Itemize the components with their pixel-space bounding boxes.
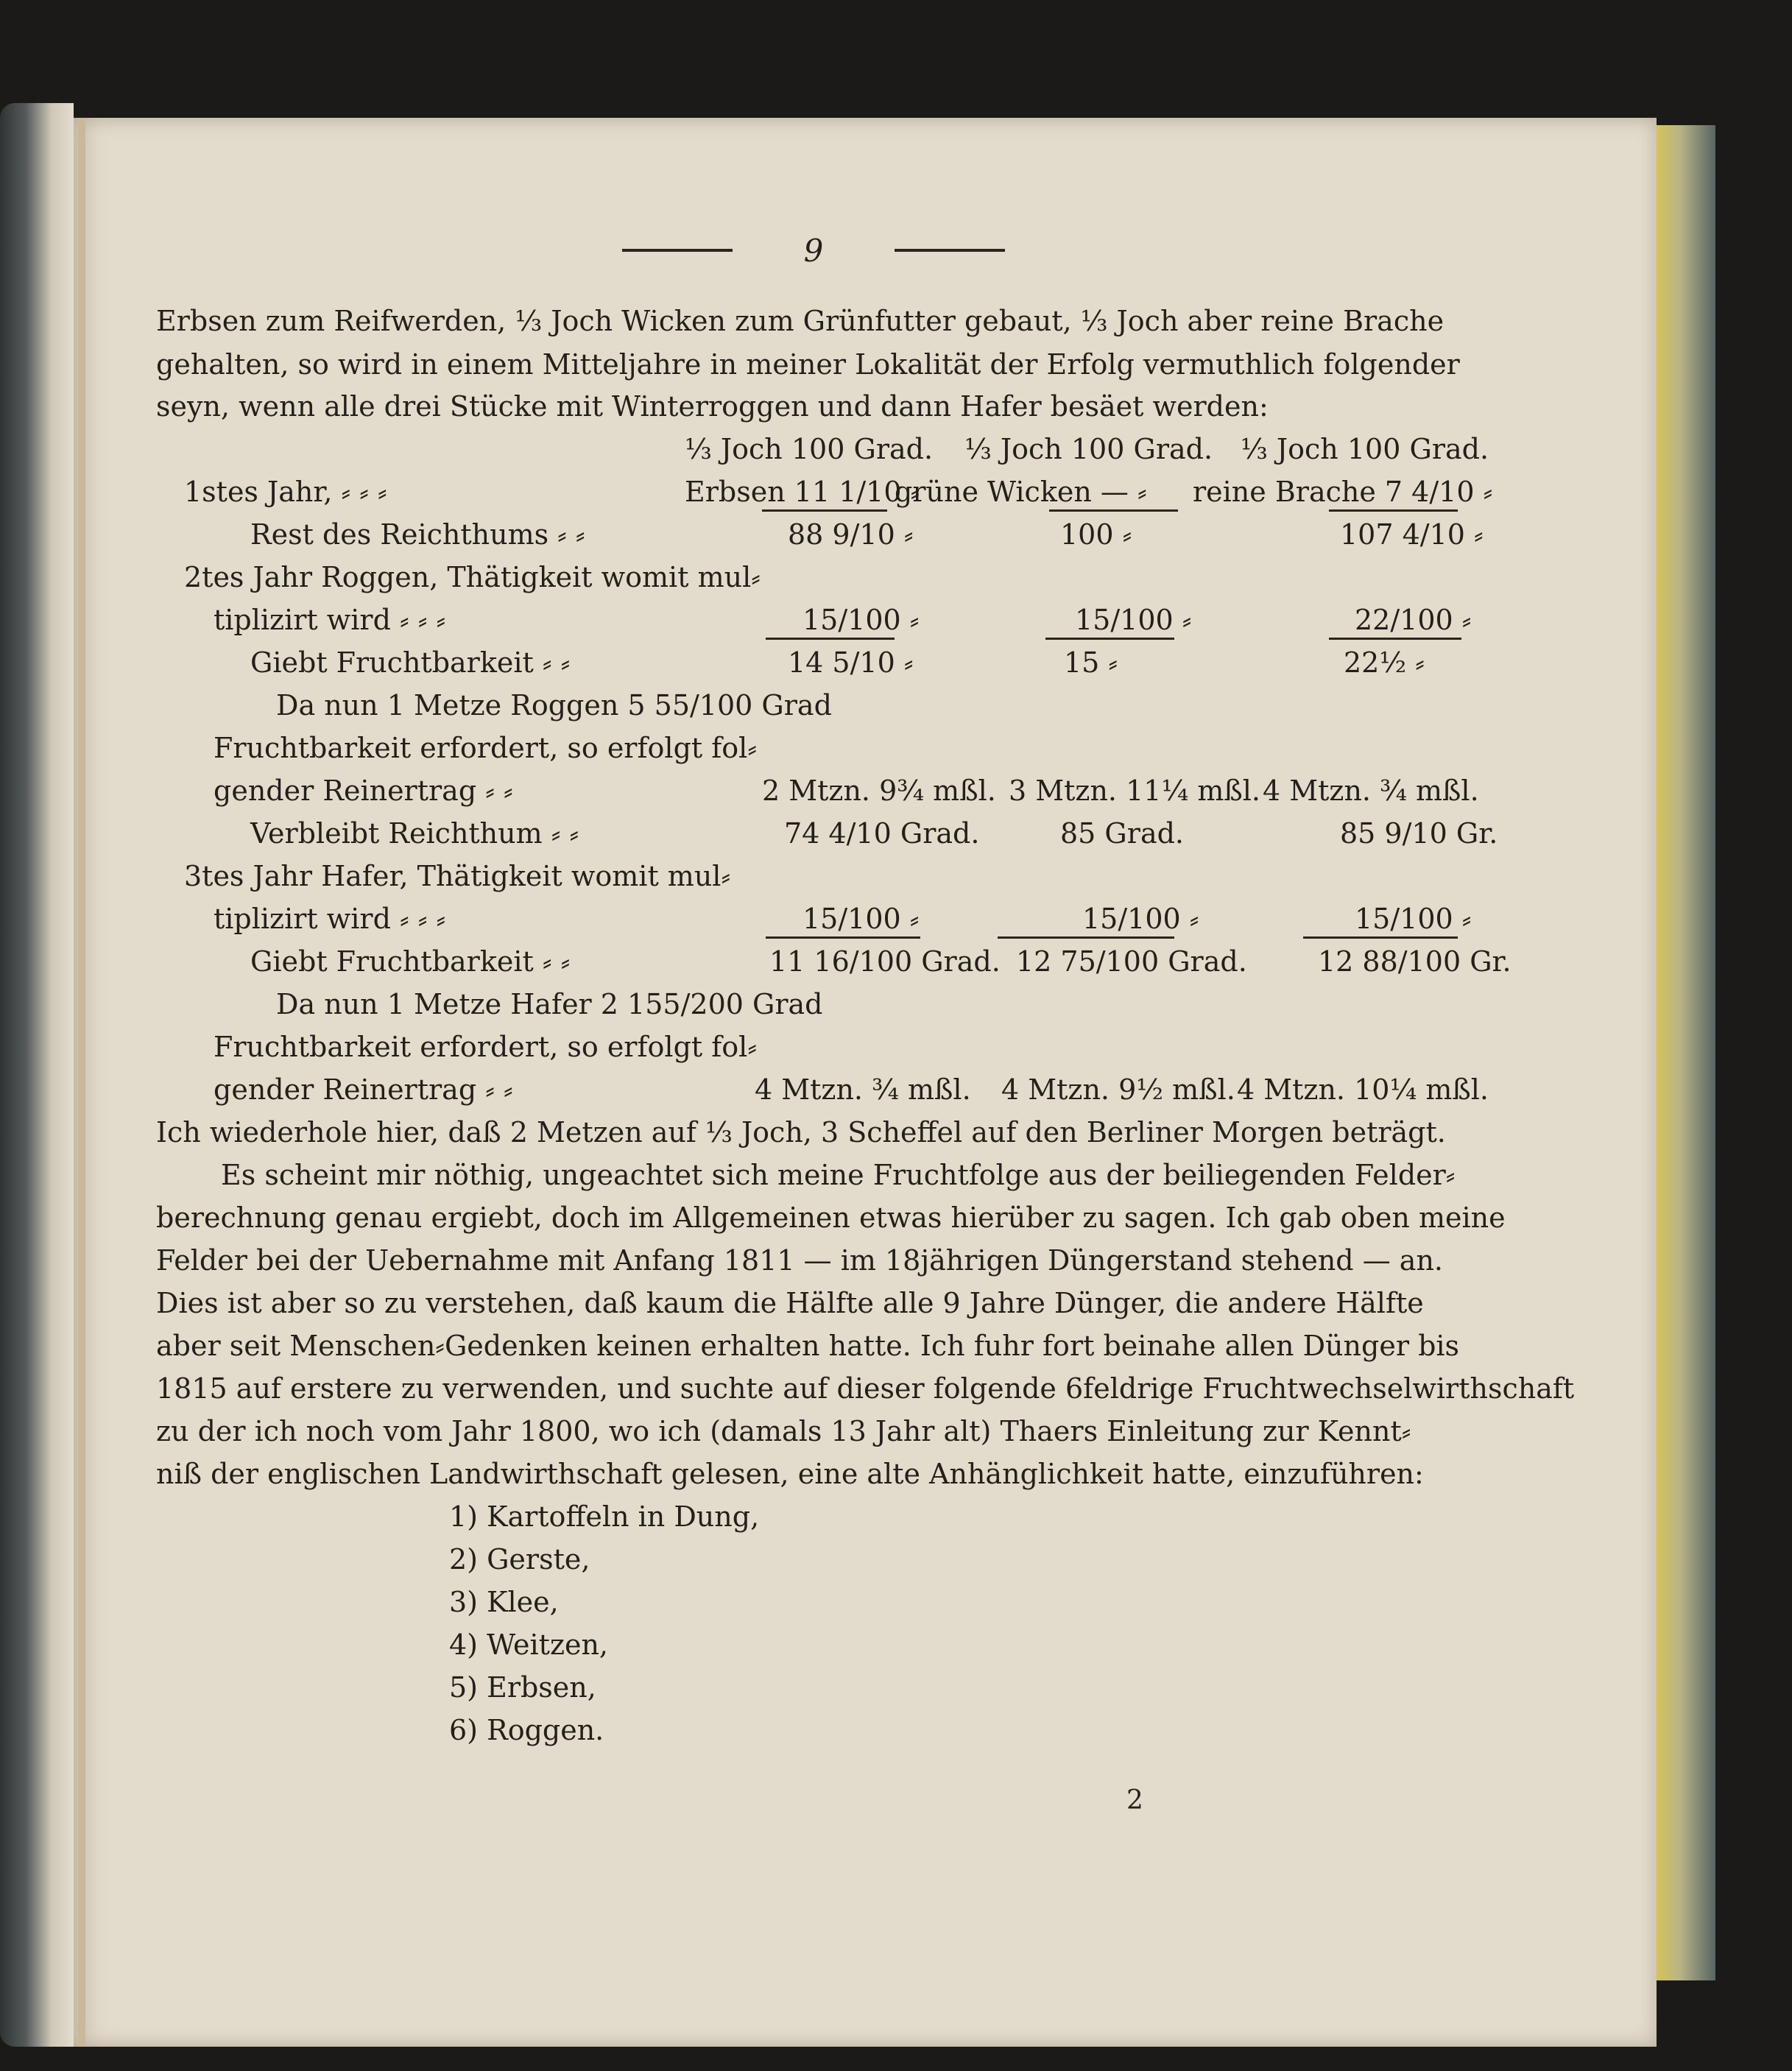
row-net2-col3: 4 Mtzn. ¾ mßl. — [1263, 775, 1479, 807]
row-rest-col3: 107 4/10 ⸗ — [1340, 518, 1484, 551]
row-rest-col1: 88 9/10 ⸗ — [788, 518, 914, 551]
body-line-6: aber seit Menschen⸗Gedenken keinen erhalten hatte. Ich fuhr fort beinahe allen Dünger bis — [156, 1330, 1460, 1362]
body-line-8: zu der ich noch vom Jahr 1800, wo ich (damals 13 Jahr alt) Thaers Einleitung zur Kennt⸗ — [156, 1415, 1411, 1447]
row-net3-col1: 4 Mtzn. ¾ mßl. — [755, 1073, 971, 1106]
body-line-4: Felder bei der Uebernahme mit Anfang 1811 — im 18jährigen Düngerstand stehend — an. — [156, 1244, 1443, 1277]
row-year2-label-1: 2tes Jahr Roggen, Thätigkeit womit mul⸗ — [184, 561, 761, 593]
intro-line-2: gehalten, so wird in einem Mitteljahre in meiner Lokalität der Erfolg vermuthlich folgender — [156, 348, 1460, 381]
row-fert2-col3: 22½ ⸗ — [1344, 646, 1425, 679]
row-year3-label-2: tiplizirt wird ⸗ ⸗ ⸗ — [214, 903, 446, 935]
row-note3-b: Fruchtbarkeit erfordert, so erfolgt fol⸗ — [214, 1031, 757, 1063]
row-rest-col2: 100 ⸗ — [1060, 518, 1132, 551]
row-remain-col1: 74 4/10 Grad. — [784, 817, 980, 850]
row-remain-col2: 85 Grad. — [1060, 817, 1185, 850]
sum-rule — [762, 509, 887, 512]
row-note2-a: Da nun 1 Metze Roggen 5 55/100 Grad — [276, 689, 832, 722]
sum-rule — [766, 936, 920, 939]
body-line-9: niß der englischen Landwirthschaft gelesen, eine alte Anhänglichkeit hatte, einzuführen: — [156, 1458, 1424, 1490]
sum-rule — [766, 638, 895, 640]
rotation-item-3: 3) Klee, — [449, 1586, 559, 1618]
row-year1-col2: grüne Wicken — ⸗ — [895, 476, 1147, 508]
row-rest-label: Rest des Reichthums ⸗ ⸗ — [250, 518, 585, 551]
left-page-edge — [0, 103, 74, 2047]
row-net2-col2: 3 Mtzn. 11¼ mßl. — [1009, 775, 1260, 807]
row-note3-a: Da nun 1 Metze Hafer 2 155/200 Grad — [276, 988, 823, 1020]
row-year3-col2: 15/100 ⸗ — [1082, 903, 1199, 935]
book-page — [74, 118, 1657, 2047]
rotation-item-1: 1) Kartoffeln in Dung, — [449, 1500, 760, 1533]
sum-rule — [1329, 638, 1461, 640]
rotation-item-6: 6) Roggen. — [449, 1714, 604, 1746]
row-year2-col3: 22/100 ⸗ — [1355, 604, 1472, 636]
row-net3-col3: 4 Mtzn. 10¼ mßl. — [1237, 1073, 1489, 1106]
rotation-item-4: 4) Weitzen, — [449, 1629, 609, 1661]
row-fert3-col2: 12 75/100 Grad. — [1016, 945, 1247, 978]
book-cover-edge — [1657, 125, 1715, 1980]
body-line-3: berechnung genau ergiebt, doch im Allgemeinen etwas hierüber zu sagen. Ich gab oben meine — [156, 1202, 1506, 1234]
sum-rule — [1329, 509, 1458, 512]
row-remain-col3: 85 9/10 Gr. — [1340, 817, 1498, 850]
column-head-3: ⅓ Joch 100 Grad. — [1241, 433, 1489, 465]
row-year2-label-2: tiplizirt wird ⸗ ⸗ ⸗ — [214, 604, 446, 636]
row-net3-label: gender Reinertrag ⸗ ⸗ — [214, 1073, 513, 1106]
body-line-2: Es scheint mir nöthig, ungeachtet sich meine Fruchtfolge aus der beiliegenden Felder⸗ — [221, 1159, 1456, 1191]
body-line-5: Dies ist aber so zu verstehen, daß kaum die Hälfte alle 9 Jahre Dünger, die andere Hälfte — [156, 1287, 1424, 1319]
row-fert3-label: Giebt Fruchtbarkeit ⸗ ⸗ — [250, 945, 571, 978]
row-fert3-col1: 11 16/100 Grad. — [769, 945, 1001, 978]
signature-mark: 2 — [1126, 1785, 1143, 1816]
sum-rule — [1049, 509, 1178, 512]
row-fert2-col1: 14 5/10 ⸗ — [788, 646, 914, 679]
row-fert2-label: Giebt Fruchtbarkeit ⸗ ⸗ — [250, 646, 571, 679]
intro-line-3: seyn, wenn alle drei Stücke mit Winterroggen und dann Hafer besäet werden: — [156, 390, 1269, 423]
rotation-item-2: 2) Gerste, — [449, 1543, 590, 1576]
row-note2-b: Fruchtbarkeit erfordert, so erfolgt fol⸗ — [214, 732, 757, 764]
body-line-7: 1815 auf erstere zu verwenden, und suchte auf dieser folgende 6feldrige Fruchtwechselwirthschaft — [156, 1372, 1575, 1405]
row-year2-col1: 15/100 ⸗ — [802, 604, 920, 636]
intro-line-1: Erbsen zum Reifwerden, ⅓ Joch Wicken zum Grünfutter gebaut, ⅓ Joch aber reine Brache — [156, 305, 1444, 337]
page-gutter — [78, 118, 85, 2047]
row-year1-col1: Erbsen 11 1/10 ⸗ — [685, 476, 920, 508]
sum-rule — [1045, 638, 1174, 640]
header-rule-right — [895, 249, 1005, 252]
row-year3-label-1: 3tes Jahr Hafer, Thätigkeit womit mul⸗ — [184, 860, 731, 892]
sum-rule — [998, 936, 1174, 939]
row-fert2-col2: 15 ⸗ — [1064, 646, 1118, 679]
sum-rule — [1303, 936, 1458, 939]
page-number: 9 — [803, 232, 824, 269]
rotation-item-5: 5) Erbsen, — [449, 1671, 596, 1704]
row-fert3-col3: 12 88/100 Gr. — [1318, 945, 1511, 978]
column-head-1: ⅓ Joch 100 Grad. — [685, 433, 934, 465]
row-year1-col3: reine Brache 7 4/10 ⸗ — [1193, 476, 1493, 508]
row-year3-col1: 15/100 ⸗ — [802, 903, 920, 935]
row-net2-col1: 2 Mtzn. 9¾ mßl. — [762, 775, 996, 807]
row-net3-col2: 4 Mtzn. 9½ mßl. — [1001, 1073, 1235, 1106]
row-net2-label: gender Reinertrag ⸗ ⸗ — [214, 775, 513, 807]
row-year1-label: 1stes Jahr, ⸗ ⸗ ⸗ — [184, 476, 387, 508]
row-year3-col3: 15/100 ⸗ — [1355, 903, 1472, 935]
page-header — [622, 232, 1005, 269]
column-head-2: ⅓ Joch 100 Grad. — [964, 433, 1213, 465]
row-year2-col2: 15/100 ⸗ — [1075, 604, 1192, 636]
body-line-1: Ich wiederhole hier, daß 2 Metzen auf ⅓ Joch, 3 Scheffel auf den Berliner Morgen beträgt. — [156, 1116, 1446, 1149]
row-remain-label: Verbleibt Reichthum ⸗ ⸗ — [250, 817, 579, 850]
header-rule-left — [622, 249, 733, 252]
